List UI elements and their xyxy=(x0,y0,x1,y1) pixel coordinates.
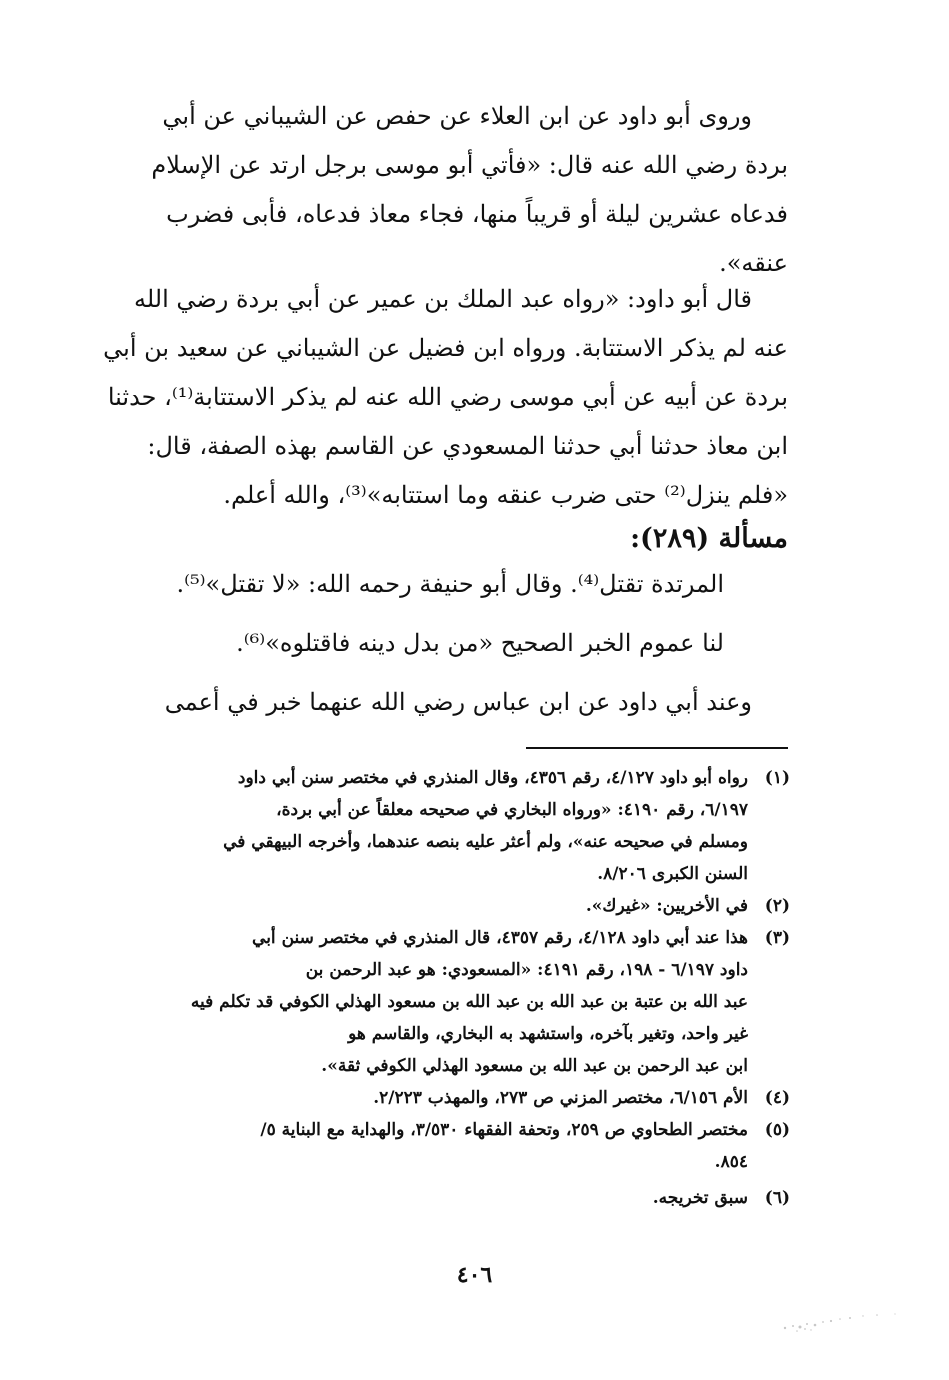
text-line: عنه لم يذكر الاستتابة. ورواه ابن فضيل عن الشيباني عن سعيد بن أبي xyxy=(103,334,788,362)
footnote-line: الأم ٦/١٥٦، مختصر المزني ص ٢٧٣، والمهذب ٢/٢٢٣. xyxy=(373,1088,748,1108)
footnotes xyxy=(110,762,790,1214)
footnote-4 xyxy=(110,1082,790,1114)
text-line: وروى أبو داود عن ابن العلاء عن حفص عن الشيباني عن أبي xyxy=(162,102,752,130)
text-line: قال أبو داود: «رواه عبد الملك بن عمير عن أبي بردة رضي الله xyxy=(133,285,752,313)
text-line: بردة رضي الله عنه قال: «فأتي أبو موسى برجل ارتد عن الإسلام xyxy=(151,151,788,179)
footnote-number: (١) xyxy=(764,768,790,788)
footnote-number: (٢) xyxy=(764,896,790,916)
footnote-line: غير واحد، وتغير بآخره، واستشهد به البخاري، والقاسم هو xyxy=(348,1024,748,1044)
footnote-2 xyxy=(110,890,790,922)
footnote-line: ابن عبد الرحمن بن عبد الله بن مسعود الهذلي الكوفي ثقة». xyxy=(321,1056,748,1076)
footnote-6 xyxy=(110,1182,790,1214)
footnote-line: سبق تخريجه. xyxy=(652,1188,748,1208)
footnote-line: في الأخريين: «غيرك». xyxy=(585,896,748,916)
text-line: وعند أبي داود عن ابن عباس رضي الله عنهما خبر في أعمى xyxy=(164,688,752,716)
footnote-number: (٥) xyxy=(764,1120,790,1140)
footnote-3 xyxy=(110,922,790,1082)
footnote-line: هذا عند أبي داود ٤/١٢٨، رقم ٤٣٥٧، قال المنذري في مختصر سنن أبي xyxy=(252,928,748,948)
paragraph-1 xyxy=(95,92,788,288)
footnote-5 xyxy=(110,1114,790,1178)
text-line: بردة عن أبيه عن أبي موسى رضي الله عنه لم يذكر الاستتابة⁽¹⁾، حدثنا xyxy=(107,383,788,411)
footnote-number: (٣) xyxy=(764,928,790,948)
footnote-line: مختصر الطحاوي ص ٢٥٩، وتحفة الفقهاء ٣/٥٣٠، والهداية مع البناية ٥/ xyxy=(260,1120,748,1140)
text-line: لنا عموم الخبر الصحيح «من بدل دينه فاقتلوه»⁽⁶⁾. xyxy=(236,629,724,657)
text-line: فدعاه عشرين ليلة أو قريباً منها، فجاء معاذ فدعاه، فأبى فضرب xyxy=(166,200,788,228)
footnote-line: ومسلم في صحيحه عنه»، ولم أعثر عليه بنصه عندهما، وأخرجه البيهقي في xyxy=(223,832,748,852)
footnote-line: عبد الله بن عتبة بن عبد الله بن عبد الله بن مسعود الهذلي الكوفي قد تكلم فيه xyxy=(190,992,748,1012)
footnote-line: السنن الكبرى ٨/٢٠٦. xyxy=(597,864,748,884)
footnote-separator xyxy=(526,747,788,749)
text-line: المرتدة تقتل⁽⁴⁾. وقال أبو حنيفة رحمه الله: «لا تقتل»⁽⁵⁾. xyxy=(176,570,724,598)
page-number: ٤٠٦ xyxy=(456,1262,493,1288)
text-line: ابن معاذ حدثنا أبي حدثنا المسعودي عن القاسم بهذه الصفة، قال: xyxy=(147,432,788,460)
text-line: «فلم ينزل⁽²⁾ حتى ضرب عنقه وما استتابه»⁽³⁾، والله أعلم. xyxy=(223,481,788,509)
issue-lines xyxy=(164,560,724,668)
footnote-number: (٦) xyxy=(764,1188,790,1208)
footnote-line: رواه أبو داود ٤/١٢٧، رقم ٤٣٥٦، وقال المنذري في مختصر سنن أبي داود xyxy=(237,768,748,788)
paragraph-3 xyxy=(95,678,788,727)
footnote-line: ٦/١٩٧، رقم ٤١٩٠: «ورواه البخاري في صحيحه معلقاً عن أبي بردة، xyxy=(276,800,748,820)
footnote-1 xyxy=(110,762,790,890)
text-line: عنقه». xyxy=(719,249,788,277)
footnote-number: (٤) xyxy=(764,1088,790,1108)
footnote-line: ٨٥٤. xyxy=(714,1152,748,1172)
paragraph-2 xyxy=(95,275,788,520)
footnote-line: داود ٦/١٩٧ - ١٩٨، رقم ٤١٩١: «المسعودي: هو عبد الرحمن بن xyxy=(305,960,748,980)
scan-smudge xyxy=(745,1310,915,1340)
issue-heading: مسألة (٢٨٩): xyxy=(630,523,788,554)
